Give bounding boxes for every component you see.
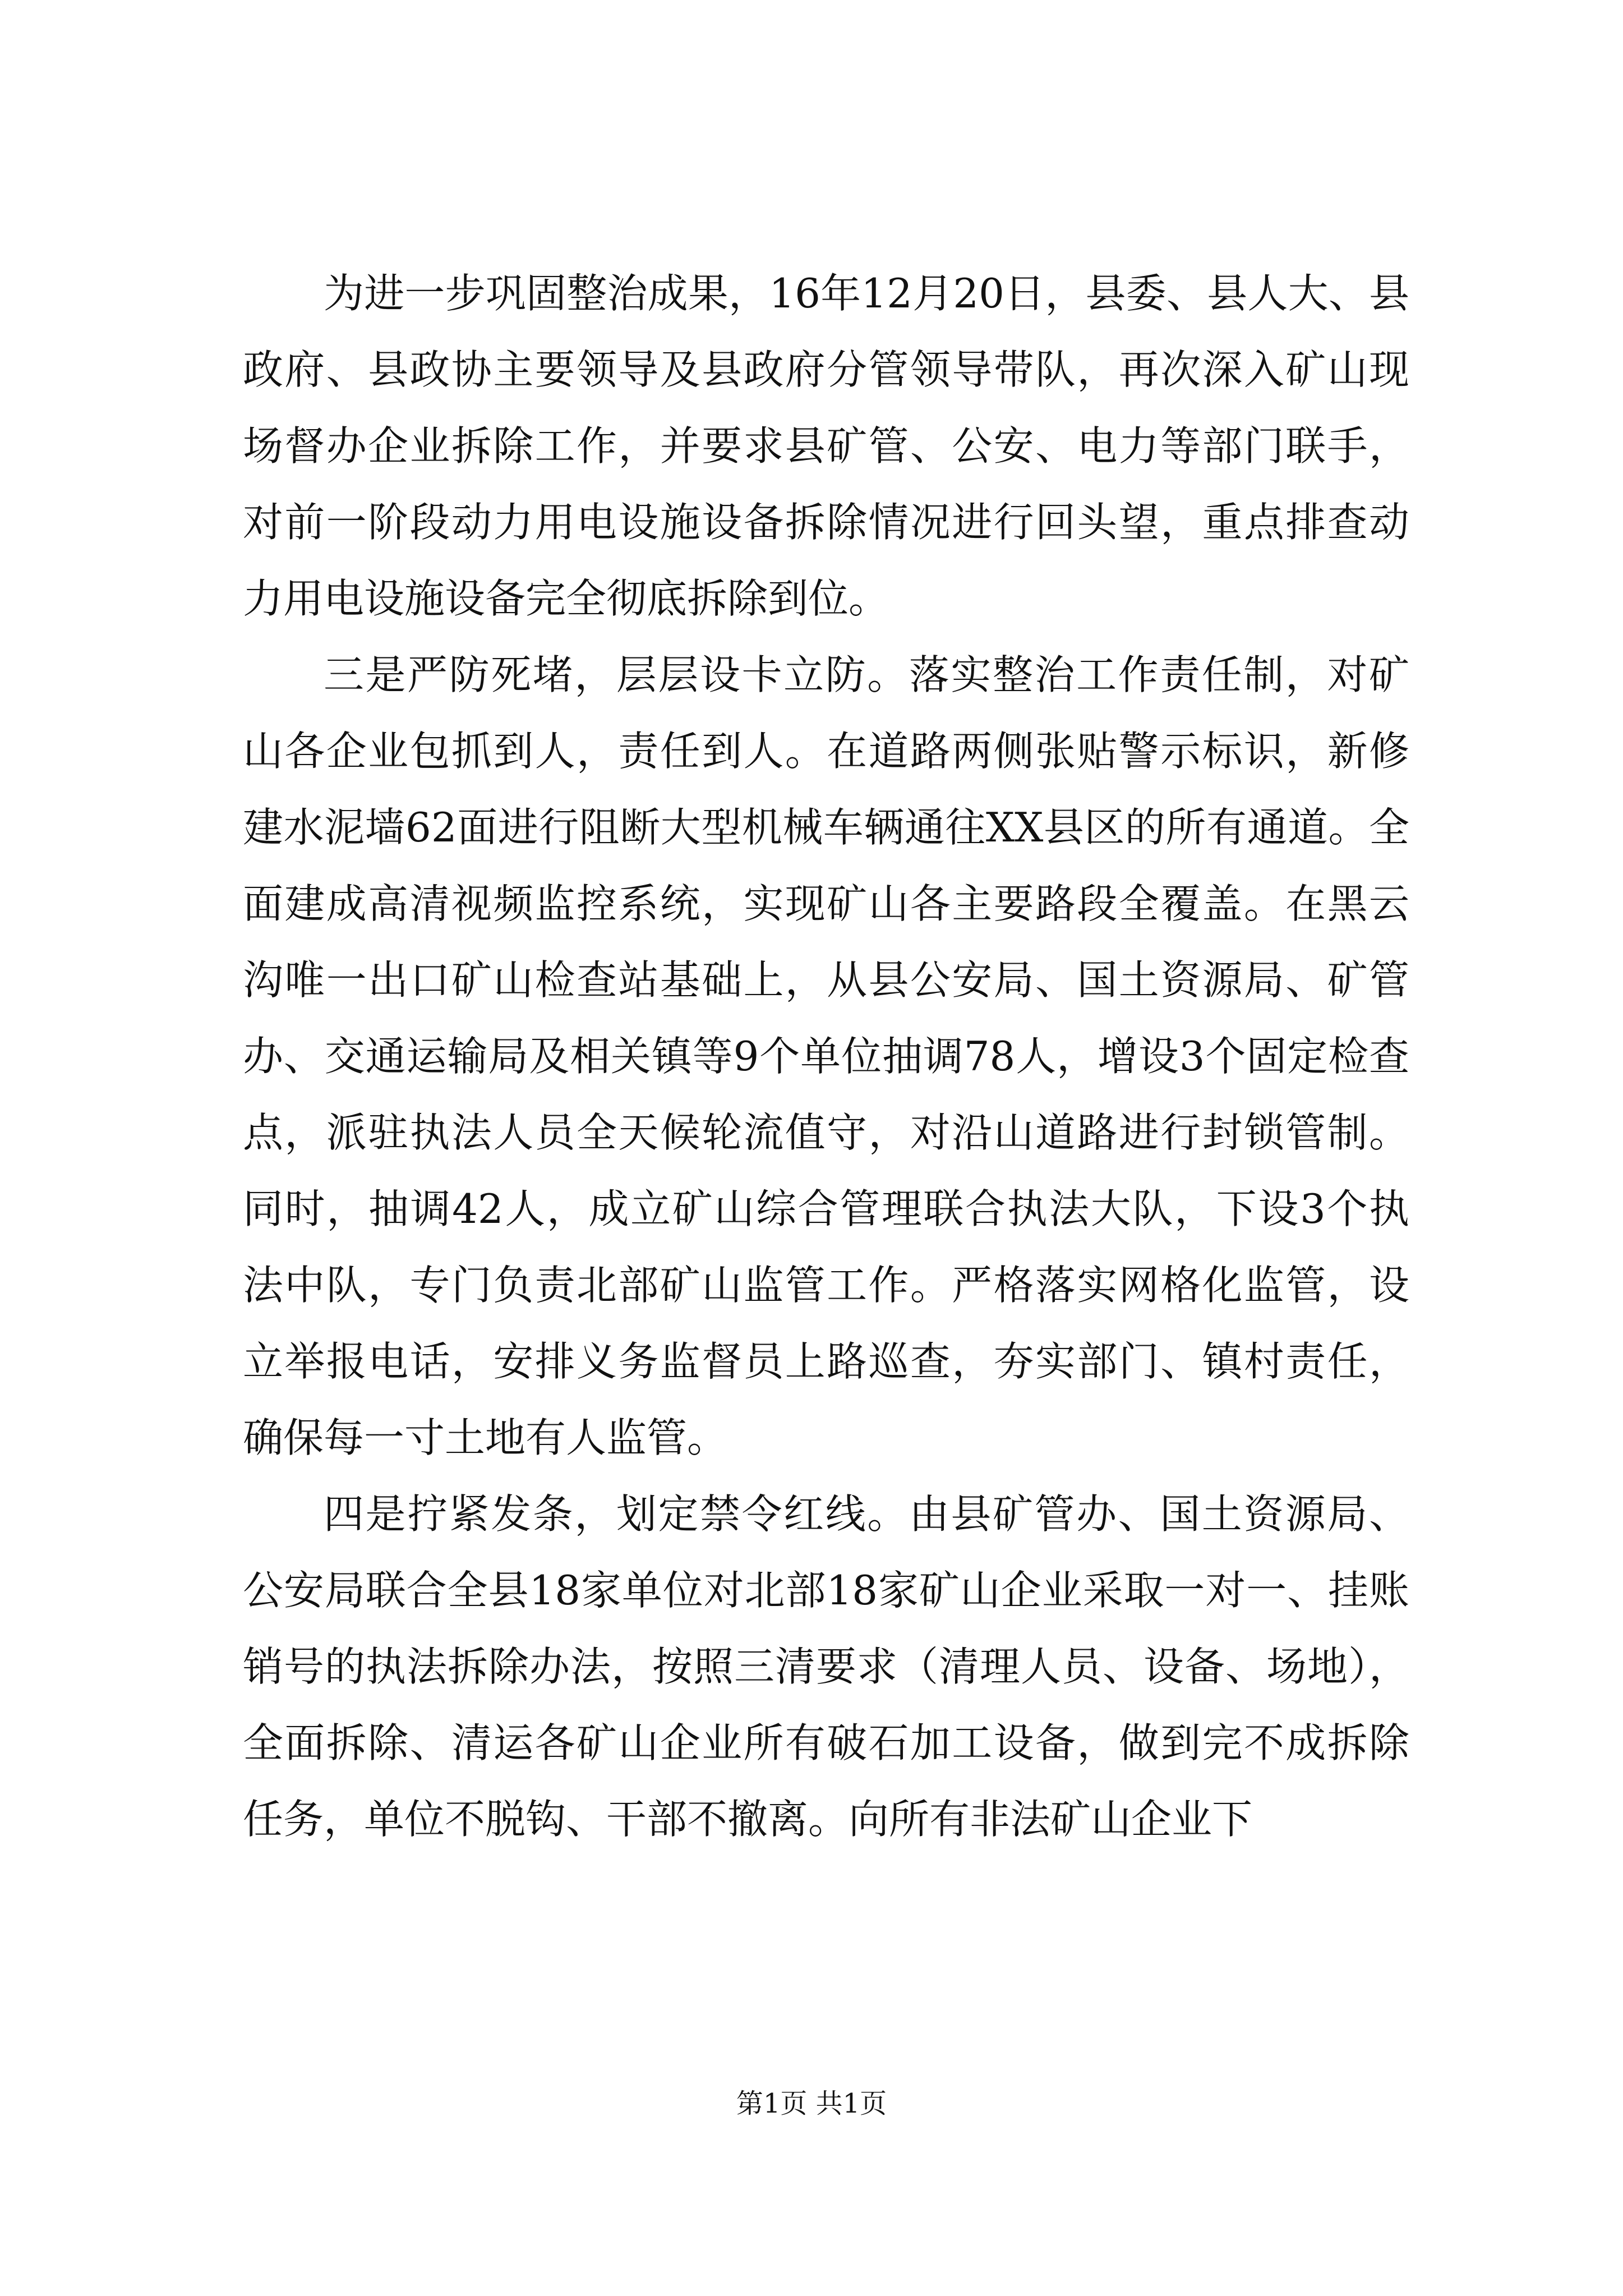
paragraph-3: 四是拧紧发条，划定禁令红线。由县矿管办、国土资源局、公安局联合全县18家单位对北部18家矿山企业采取一对一、挂账销号的执法拆除办法，按照三清要求（清理人员、设备、场地），全面拆除、清运各矿山企业所有破石加工设备，做到完不成拆除任务，单位不脱钩、干部不撤离。向所有非法矿山企业下	[243, 1490, 1409, 1843]
page-footer: 第1页 共1页	[736, 2088, 887, 2119]
document-body	[243, 255, 1409, 1857]
paragraph-2: 三是严防死堵，层层设卡立防。落实整治工作责任制，对矿山各企业包抓到人，责任到人。在道路两侧张贴警示标识，新修建水泥墙62面进行阻断大型机械车辆通往XX县区的所有通道。全面建成高清视频监控系统，实现矿山各主要路段全覆盖。在黑云沟唯一出口矿山检查站基础上，从县公安局、国土资源局、矿管办、交通运输局及相关镇等9个单位抽调78人，增设3个固定检查点，派驻执法人员全天候轮流值守，对沿山道路进行封锁管制。同时，抽调42人，成立矿山综合管理联合执法大队，下设3个执法中队，专门负责北部矿山监管工作。严格落实网格化监管，设立举报电话，安排义务监督员上路巡查，夯实部门、镇村责任，确保每一寸土地有人监管。	[243, 651, 1409, 1461]
paragraph-1: 为进一步巩固整治成果，16年12月20日，县委、县人大、县政府、县政协主要领导及县政府分管领导带队，再次深入矿山现场督办企业拆除工作，并要求县矿管、公安、电力等部门联手，对前一阶段动力用电设施设备拆除情况进行回头望，重点排查动力用电设施设备完全彻底拆除到位。	[243, 270, 1409, 622]
